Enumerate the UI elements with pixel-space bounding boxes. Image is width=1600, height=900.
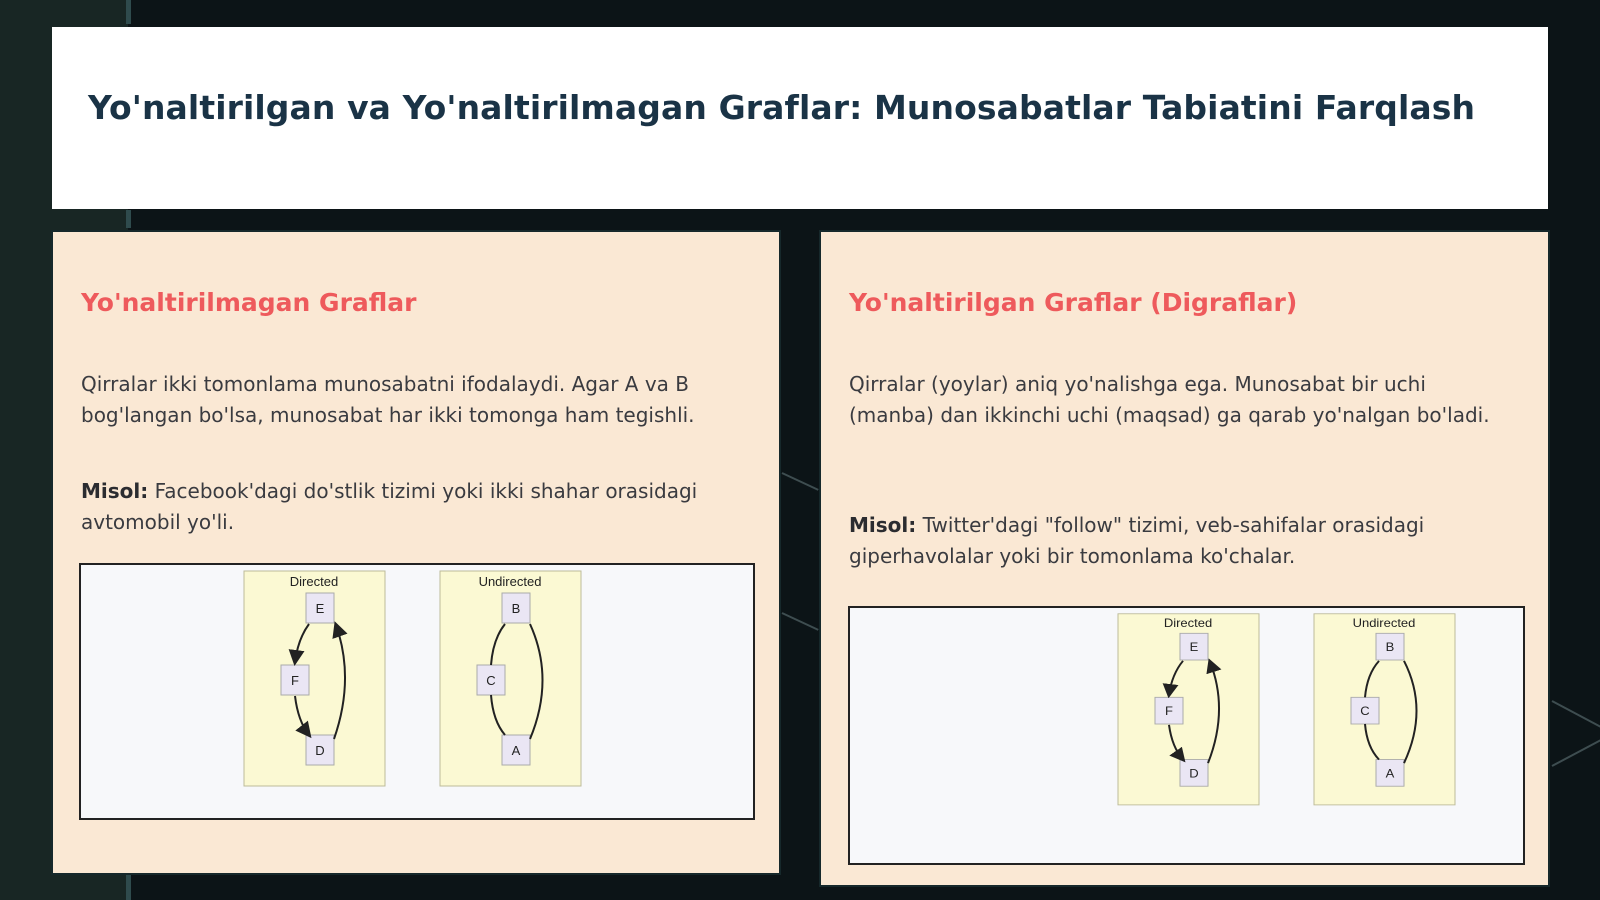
- node-c-label: C: [486, 673, 496, 688]
- node-c-label: C: [1360, 704, 1370, 718]
- example-text: [849, 510, 1509, 572]
- node-d-label: D: [1189, 766, 1199, 781]
- example-label: Misol:: [849, 513, 917, 537]
- decorative-line: [1552, 737, 1600, 767]
- node-a-label: A: [511, 743, 521, 758]
- node-b-label: B: [511, 601, 521, 616]
- directed-label: Directed: [289, 574, 339, 589]
- accent-line-bottom: [126, 874, 131, 900]
- example-body: Facebook'dagi do'stlik tizimi yoki ikki shahar orasidagi avtomobil yo'li.: [81, 479, 698, 534]
- graph-diagram: [1117, 612, 1457, 812]
- panel-description: Qirralar (yoylar) aniq yo'nalishga ega. Munosabat bir uchi (manba) dan ikkinchi uchi (maqsad) ga qarab yo'nalgan bo'ladi.: [849, 372, 1490, 427]
- undirected-label: Undirected: [478, 574, 542, 589]
- slide-title: Yo'naltirilgan va Yo'naltirilmagan Graflar: Munosabatlar Tabiatini Farqlash: [88, 87, 1476, 127]
- graph-comparison-figure: [848, 606, 1525, 865]
- graph-diagram: [243, 569, 583, 794]
- panel-heading: Yo'naltirilgan Graflar (Digraflar): [849, 288, 1298, 317]
- title-card: [52, 27, 1548, 209]
- accent-line-middle: [126, 210, 131, 228]
- example-body: Twitter'dagi "follow" tizimi, veb-sahifalar orasidagi giperhavolalar yoki bir tomonlama ko'chalar.: [849, 513, 1425, 568]
- node-f-label: F: [1165, 704, 1173, 718]
- undirected-label: Undirected: [1352, 616, 1416, 630]
- node-e-label: E: [315, 601, 325, 616]
- node-f-label: F: [291, 673, 299, 688]
- decorative-line: [1552, 700, 1600, 730]
- example-text: [81, 476, 721, 538]
- decorative-line: [782, 472, 819, 491]
- panel-description: Qirralar ikki tomonlama munosabatni ifodalaydi. Agar A va B bog'langan bo'lsa, munosabat har ikki tomonga ham tegishli.: [81, 372, 695, 427]
- accent-line-top: [126, 0, 131, 24]
- directed-label: Directed: [1163, 616, 1213, 630]
- directed-graphs-panel: [819, 230, 1550, 887]
- graph-comparison-figure: [79, 563, 755, 820]
- panel-heading: Yo'naltirilmagan Graflar: [81, 288, 417, 317]
- undirected-graphs-panel: [51, 230, 781, 875]
- node-b-label: B: [1385, 640, 1395, 654]
- decorative-line: [782, 612, 819, 631]
- example-label: Misol:: [81, 479, 149, 503]
- node-d-label: D: [315, 743, 325, 758]
- node-e-label: E: [1189, 640, 1199, 654]
- node-a-label: A: [1385, 766, 1395, 781]
